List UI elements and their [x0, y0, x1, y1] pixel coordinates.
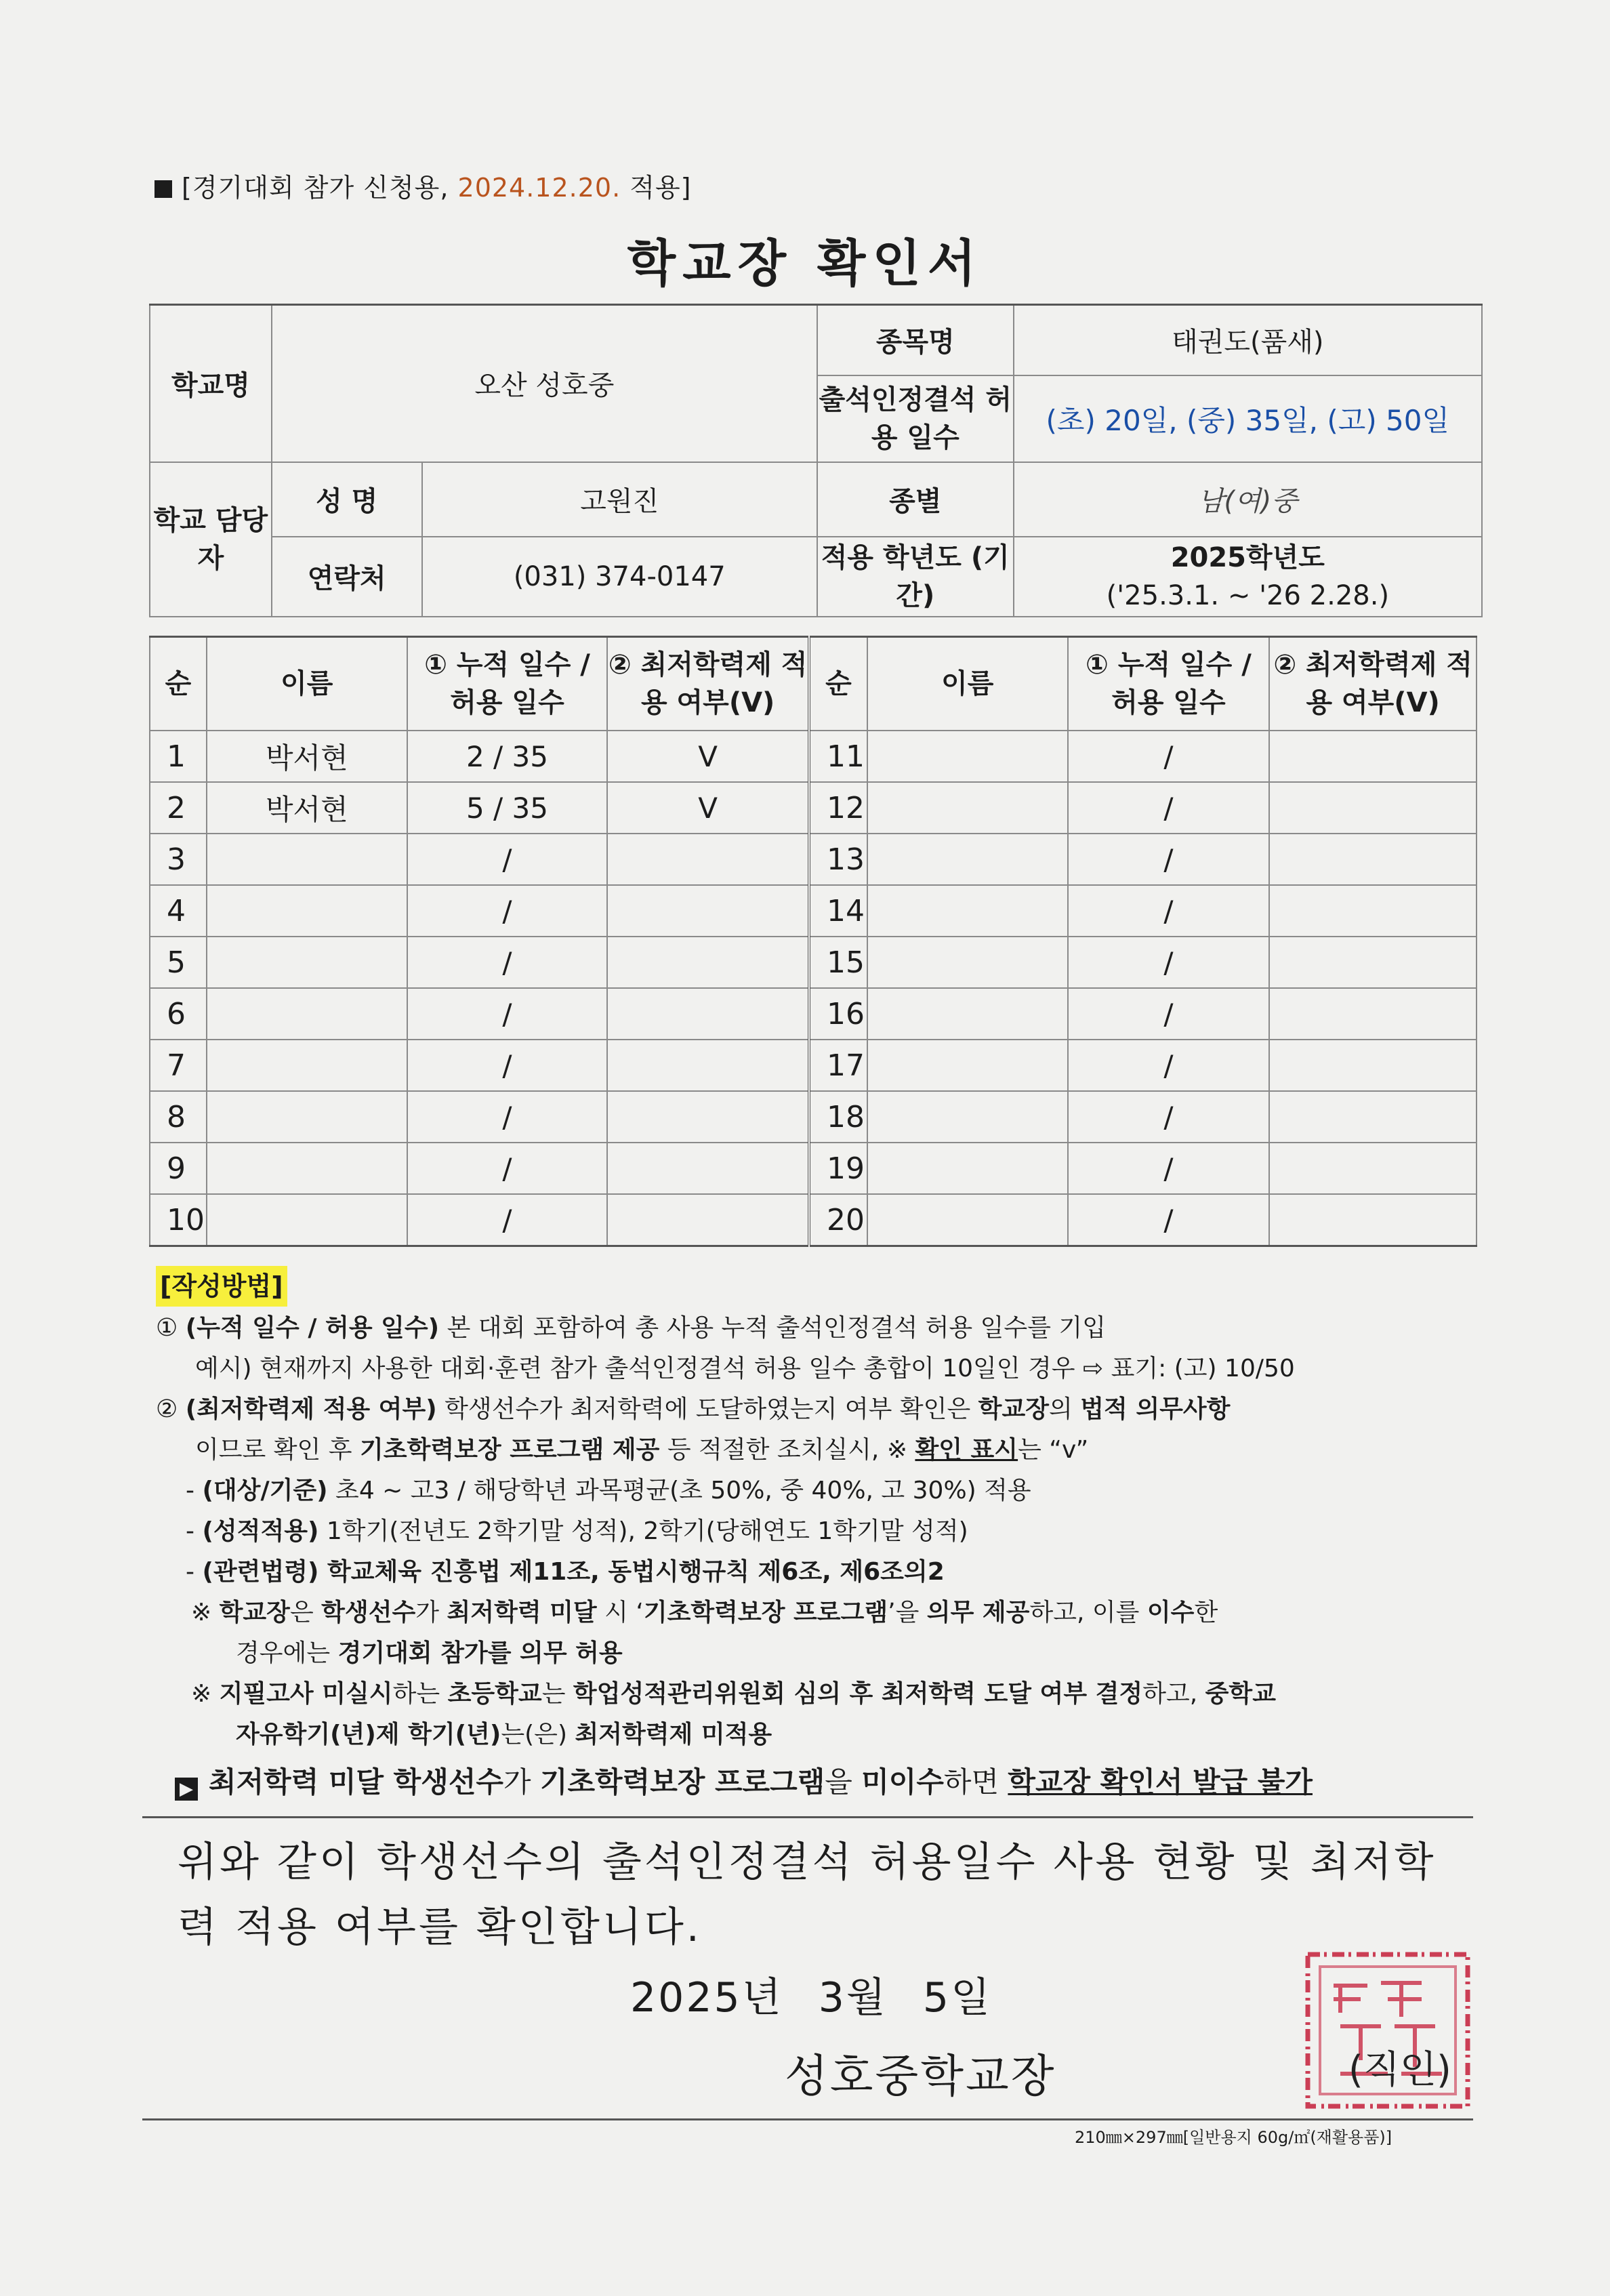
seal-label: (직인) [1348, 2048, 1451, 2092]
row-name-left [207, 937, 407, 988]
row-no-left: 4 [150, 885, 207, 937]
table-row [150, 834, 1477, 885]
header-days-right: ① 누적 일수 / 허용 일수 [1068, 637, 1270, 731]
row-name-left [207, 1040, 407, 1091]
row-days-right: / [1068, 1040, 1270, 1091]
table-row [150, 1040, 1477, 1091]
row-name-left [207, 885, 407, 937]
list-header-row [150, 637, 1477, 731]
header-min-right: ② 최저학력제 적용 여부(V) [1269, 637, 1477, 731]
instruction-1: ① (누적 일수 / 허용 일수) 본 대회 포함하여 총 사용 누적 출석인정결석 허용 일수를 기입 [156, 1314, 1106, 1342]
bottom-divider-line [142, 2118, 1473, 2120]
row-days-left: / [407, 885, 608, 937]
sport-label: 종목명 [817, 305, 1014, 375]
row-min-right [1269, 1194, 1477, 1246]
row-days-left: / [407, 937, 608, 988]
row-days-left: / [407, 988, 608, 1040]
row-days-right: / [1068, 834, 1270, 885]
row-name-left [207, 1194, 407, 1246]
row-no-left: 9 [150, 1143, 207, 1194]
row-name-right [867, 1143, 1068, 1194]
category-label: 종별 [817, 462, 1014, 537]
row-min-right [1269, 1040, 1477, 1091]
row-min-left [607, 1091, 809, 1143]
row-no-right: 14 [809, 885, 867, 937]
year-label: 적용 학년도 (기간) [817, 537, 1014, 617]
row-no-right: 16 [809, 988, 867, 1040]
table-row [150, 1091, 1477, 1143]
arrow-box-icon: ▶ [175, 1778, 198, 1801]
row-name-left [207, 1143, 407, 1194]
final-note: ▶ 최저학력 미달 학생선수가 기초학력보장 프로그램을 미이수하면 학교장 확인서 발급 불가 [156, 1762, 1484, 1803]
row-days-right: / [1068, 937, 1270, 988]
header-no-left: 순 [150, 637, 207, 731]
note-1-cont: 경우에는 경기대회 참가를 의무 허용 [236, 1639, 623, 1667]
detail-target: - (대상/기준) 초4 ~ 고3 / 해당학년 과목평균(초 50%, 중 40%, 고 30%) 적용 [186, 1477, 1031, 1504]
row-name-right [867, 1040, 1068, 1091]
row-name-right [867, 731, 1068, 782]
row-name-left [207, 988, 407, 1040]
row-min-right [1269, 731, 1477, 782]
table-row [150, 988, 1477, 1040]
note-1: ※ 학교장은 학생선수가 최저학력 미달 시 ‘기초학력보장 프로그램’을 의무 제공하고, 이를 이수한 [191, 1599, 1218, 1626]
row-min-left [607, 885, 809, 937]
row-days-right: / [1068, 885, 1270, 937]
row-min-left: V [607, 782, 809, 834]
header-name-left: 이름 [207, 637, 407, 731]
row-name-right [867, 1091, 1068, 1143]
instruction-2-cont: 이므로 확인 후 기초학력보장 프로그램 제공 등 적절한 조치실시, ※ 확인 표시는 “v” [195, 1436, 1089, 1464]
name-value: 고원진 [422, 462, 817, 537]
contact-label: 연락처 [272, 537, 422, 617]
row-min-left [607, 988, 809, 1040]
row-days-left: / [407, 834, 608, 885]
row-min-right [1269, 1091, 1477, 1143]
year-value: 2025학년도 [1170, 541, 1325, 573]
row-no-left: 2 [150, 782, 207, 834]
row-no-left: 1 [150, 731, 207, 782]
row-min-right [1269, 834, 1477, 885]
row-no-right: 18 [809, 1091, 867, 1143]
row-no-right: 12 [809, 782, 867, 834]
row-min-left: V [607, 731, 809, 782]
row-min-left [607, 1143, 809, 1194]
row-name-right [867, 885, 1068, 937]
info-table [149, 304, 1483, 617]
sport-value: 태권도(품새) [1014, 305, 1482, 375]
header-days-left: ① 누적 일수 / 허용 일수 [407, 637, 608, 731]
row-days-right: / [1068, 1143, 1270, 1194]
header-min-left: ② 최저학력제 적용 여부(V) [607, 637, 809, 731]
school-label: 학교명 [150, 305, 272, 462]
signature-date: 2025년 3월 5일 [630, 1974, 993, 2022]
row-name-right [867, 937, 1068, 988]
table-row [150, 782, 1477, 834]
header-name-right: 이름 [867, 637, 1068, 731]
note-2: ※ 지필고사 미실시하는 초등학교는 학업성적관리위원회 심의 후 최저학력 도달 여부 결정하고, 중학교 [191, 1680, 1276, 1708]
row-min-left [607, 1040, 809, 1091]
name-label: 성 명 [272, 462, 422, 537]
header-no-right: 순 [809, 637, 867, 731]
note-2-cont: 자유학기(년)제 학기(년)는(은) 최저학력제 미적용 [236, 1721, 772, 1748]
row-name-right [867, 834, 1068, 885]
row-no-right: 15 [809, 937, 867, 988]
row-days-left: / [407, 1091, 608, 1143]
row-min-left [607, 1194, 809, 1246]
instruction-1-example: 예시) 현재까지 사용한 대회·훈련 참가 출석인정결석 허용 일수 총합이 10일인 경우 ⇨ 표기: (고) 10/50 [195, 1355, 1295, 1382]
row-min-right [1269, 1143, 1477, 1194]
row-days-right: / [1068, 1194, 1270, 1246]
row-days-left: / [407, 1194, 608, 1246]
instructions [156, 1266, 1484, 1803]
row-min-right [1269, 782, 1477, 834]
row-min-right [1269, 885, 1477, 937]
row-days-right: / [1068, 731, 1270, 782]
table-row [150, 731, 1477, 782]
row-days-left: / [407, 1040, 608, 1091]
row-min-left [607, 834, 809, 885]
staff-label: 학교 담당자 [150, 462, 272, 617]
row-name-right [867, 988, 1068, 1040]
table-row [150, 937, 1477, 988]
row-name-left [207, 834, 407, 885]
year-cell [1014, 537, 1482, 617]
row-no-left: 6 [150, 988, 207, 1040]
row-name-right [867, 1194, 1068, 1246]
student-list-table [149, 636, 1477, 1247]
instruction-2: ② (최저학력제 적용 여부) 학생선수가 최저학력에 도달하였는지 여부 확인은 학교장의 법적 의무사항 [156, 1395, 1231, 1423]
row-no-left: 7 [150, 1040, 207, 1091]
top-note: [경기대회 참가 신청용, 2024.12.20. 적용] [154, 167, 692, 204]
row-name-left: 박서현 [207, 782, 407, 834]
row-days-left: 2 / 35 [407, 731, 608, 782]
row-min-right [1269, 988, 1477, 1040]
contact-value: (031) 374-0147 [422, 537, 817, 617]
detail-law: - (관련법령) 학교체육 진흥법 제11조, 동법시행규칙 제6조, 제6조의2 [186, 1558, 945, 1586]
table-row [150, 1194, 1477, 1246]
absence-label: 출석인정결석 허용 일수 [817, 375, 1014, 462]
principal-name: 성호중학교장 [785, 2050, 1056, 2102]
divider-line [142, 1816, 1473, 1818]
row-days-left: 5 / 35 [407, 782, 608, 834]
row-no-left: 3 [150, 834, 207, 885]
student-list-body [150, 637, 1477, 1246]
row-no-left: 5 [150, 937, 207, 988]
category-value: 남(여)중 [1014, 462, 1482, 537]
row-name-left: 박서현 [207, 731, 407, 782]
row-no-right: 20 [809, 1194, 867, 1246]
row-name-left [207, 1091, 407, 1143]
applied-date: 2024.12.20. [457, 173, 621, 203]
row-no-right: 19 [809, 1143, 867, 1194]
row-no-right: 13 [809, 834, 867, 885]
row-days-right: / [1068, 1091, 1270, 1143]
square-bullet-icon [154, 180, 172, 198]
row-min-left [607, 937, 809, 988]
row-no-left: 8 [150, 1091, 207, 1143]
confirmation-text: 위와 같이 학생선수의 출석인정결석 허용일수 사용 현황 및 최저학력 적용 여부를 확인합니다. [178, 1839, 1437, 1951]
instructions-heading: [작성방법] [156, 1266, 287, 1307]
paper-spec-footer: 210㎜×297㎜[일반용지 60g/㎡(재활용품)] [1075, 2128, 1392, 2147]
year-period: ('25.3.1. ~ '26 2.28.) [1106, 579, 1390, 611]
absence-value: (초) 20일, (중) 35일, (고) 50일 [1014, 375, 1482, 462]
school-value: 오산 성호중 [272, 305, 817, 462]
row-no-right: 11 [809, 731, 867, 782]
table-row [150, 885, 1477, 937]
table-row [150, 1143, 1477, 1194]
row-min-right [1269, 937, 1477, 988]
document-title: 학교장 확인서 [627, 234, 983, 293]
row-days-left: / [407, 1143, 608, 1194]
row-no-left: 10 [150, 1194, 207, 1246]
detail-grades: - (성적적용) 1학기(전년도 2학기말 성적), 2학기(당해연도 1학기말 성적) [186, 1517, 968, 1545]
row-name-right [867, 782, 1068, 834]
row-days-right: / [1068, 782, 1270, 834]
row-no-right: 17 [809, 1040, 867, 1091]
row-days-right: / [1068, 988, 1270, 1040]
